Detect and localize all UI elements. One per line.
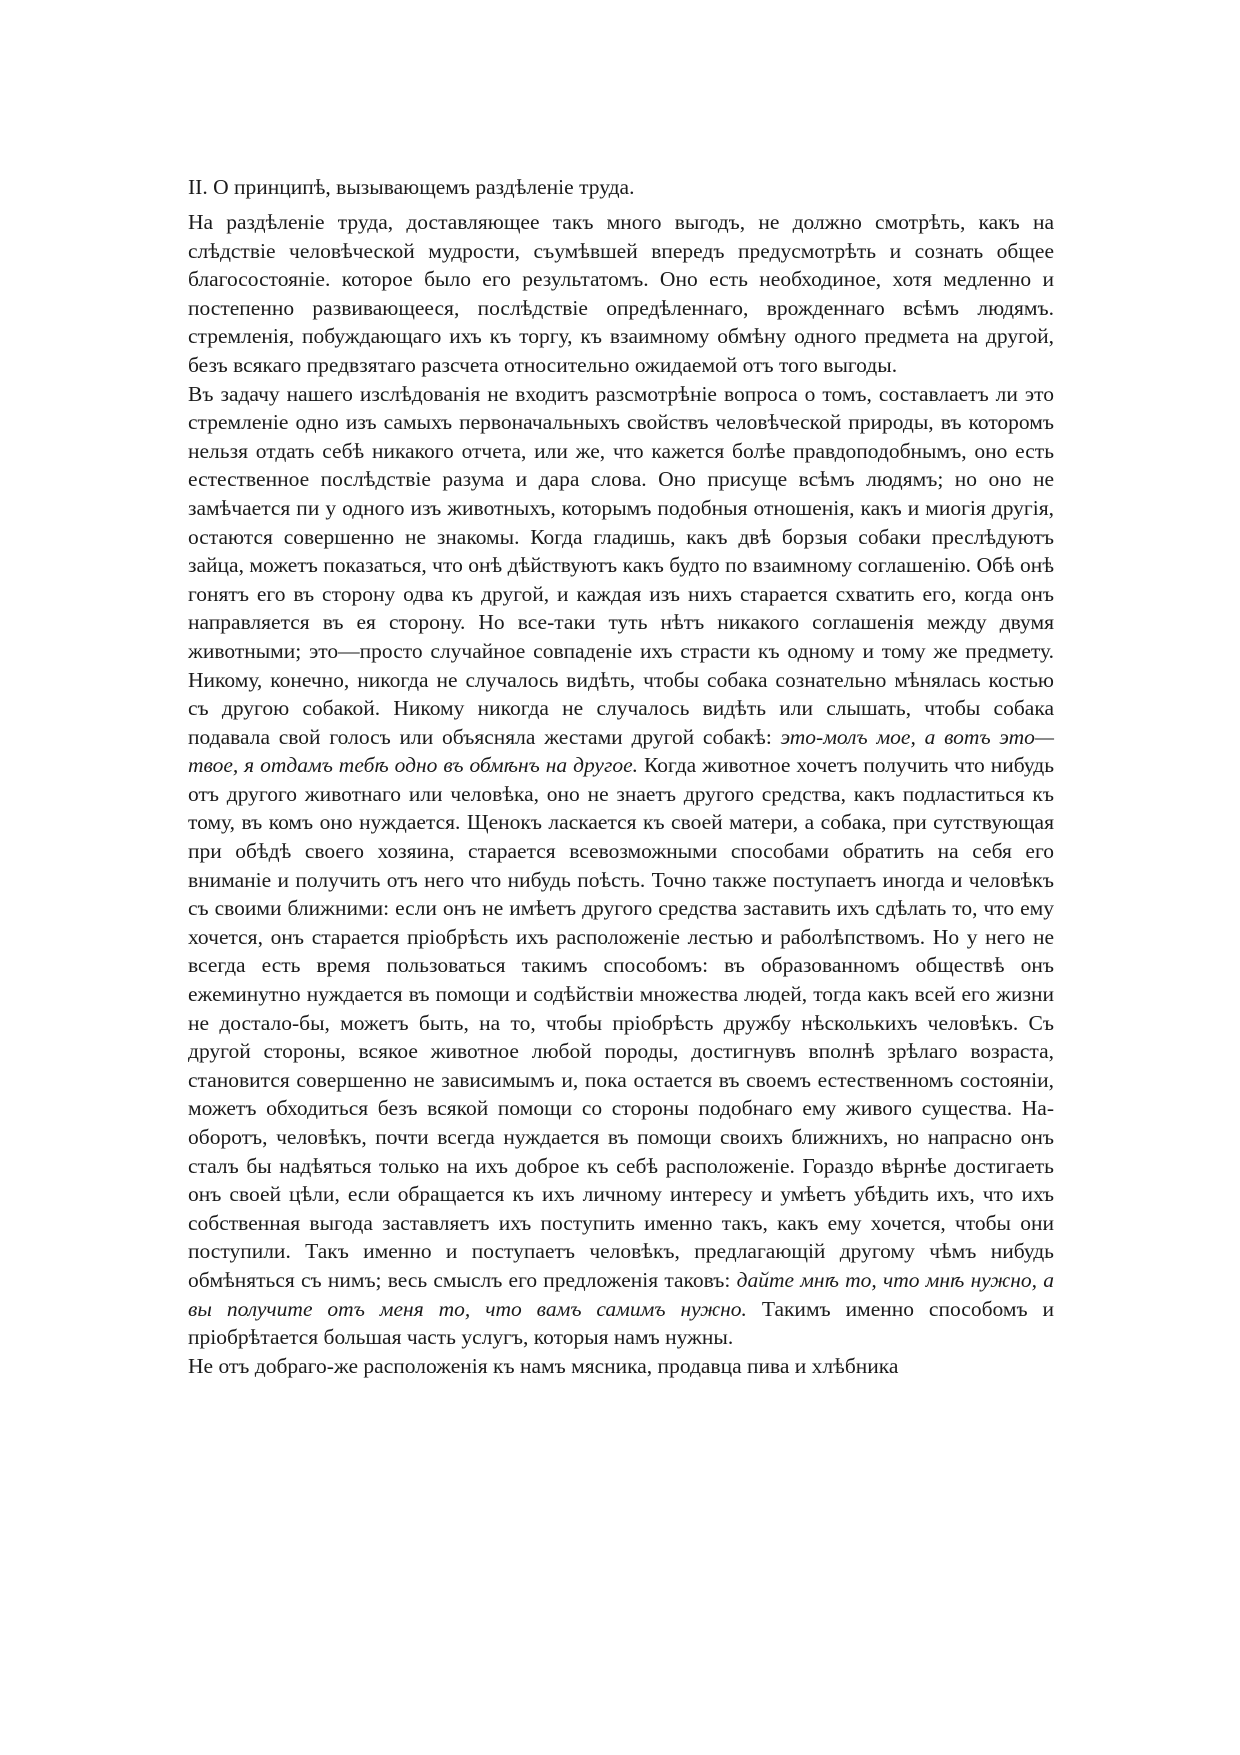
section-heading: II. О принципѣ, вызывающемъ раздѣленіе труда. <box>188 175 635 199</box>
paragraph-text: Такимъ именно способомъ и пріобрѣтается большая часть услугъ, которыя намъ нужны. <box>188 1296 1055 1350</box>
italic-quote: это-молъ мое, а вотъ это—твое, я отдамъ тебѣ одно въ обмѣнъ на другое. <box>188 724 1054 778</box>
paragraph-3 <box>188 1352 1054 1381</box>
paragraph-text: Когда животное хочетъ получить что нибудь отъ другого животнаго или человѣка, оно не знаетъ другого средства, какъ подластиться къ тому, въ комъ оно нуждается. Щенокъ ласкается къ своей матери, а собака, при сутствующая при обѣдѣ своего хозяина, старается всевозможными способами обратить на себя его вниманіе и получить отъ него что нибудь поѣсть. Точно также поступаетъ иногда и человѣкъ съ своими ближними: если онъ не имѣетъ другого средства заставить ихъ сдѣлать то, что ему хочется, онъ старается пріобрѣсть ихъ расположеніе лестью и раболѣпствомъ. Но у него не всегда есть время пользоваться такимъ способомъ: въ образованномъ обществѣ онъ ежеминутно нуждается въ помощи и содѣйствіи множества людей, тогда какъ всей его жизни не достало-бы, можетъ быть, на то, чтобы пріобрѣсть дружбу нѣсколькихъ человѣкъ. Съ другой стороны, всякое животное любой породы, достигнувъ вполнѣ зрѣлаго возраста, становится совершенно не зависимымъ и, пока остается въ своемъ естественномъ состояніи, можетъ обходиться безъ всякой помощи со стороны подобнаго ему живого существа. На-оборотъ, человѣкъ, почти всегда нуждается въ помощи своихъ ближнихъ, но напрасно онъ сталъ бы надѣяться только на ихъ доброе къ себѣ расположеніе. Гораздо вѣрнѣе достигаеть онъ своей цѣли, если обращается къ ихъ личному интересу и умѣетъ убѣдить ихъ, что ихъ собственная выгода заставляетъ ихъ поступить именно такъ, какъ ему хочется, чтобы они поступили. Такъ именно и поступаетъ человѣкъ, предлагающій другому чѣмъ нибудь обмѣняться съ нимъ; весь смыслъ его предложенія таковъ: <box>188 753 1054 1292</box>
document-page <box>188 172 1054 1380</box>
paragraph-2 <box>188 380 1054 1352</box>
paragraph-1 <box>188 208 1054 380</box>
italic-quote: дайте мнѣ то, что мнѣ нужно, а вы получите отъ меня то, что вамъ самимъ нужно. <box>188 1267 1054 1321</box>
paragraph-text: Въ задачу нашего изслѣдованія не входитъ разсмотрѣніе вопроса о томъ, составлаетъ ли это стремленіе одно изъ самыхъ первоначальныхъ свойствъ человѣческой природы, въ которомъ нельзя отдать себѣ никакого отчета, или же, что кажется болѣе правдоподобнымъ, оно есть естественное послѣдствіе разума и дара слова. Оно присуще всѣмъ людямъ; но оно не замѣчается пи у одного изъ животныхъ, которымъ подобныя отношенія, какъ и миогія другія, остаются совершенно не знакомы. Когда гладишь, какъ двѣ борзыя собаки преслѣдуютъ зайца, можетъ показаться, что онѣ дѣйствуютъ какъ будто по взаимному соглашенію. Обѣ онѣ гонятъ его въ сторону одва къ другой, и каждая изъ нихъ старается схватить его, когда онъ направляется въ ея сторону. Но все-таки туть нѣтъ никакого соглашенія между двумя животными; это—просто случайное совпаденіе ихъ страсти къ одному и тому же предмету. Никому, конечно, никогда не случалось видѣть, чтобы собака сознательно мѣнялась костью съ другою собакой. Никому никогда не случалось видѣть или слышать, чтобы собака подавала свой голосъ или объясняла жестами другой собакѣ: <box>188 381 1054 749</box>
paragraph-text: Не отъ добраго-же расположенія къ намъ мясника, продавца пива и хлѣбника <box>188 1353 899 1378</box>
paragraph-text: На раздѣленіе труда, доставляющее такъ много выгодъ, не должно смотрѣть, какъ на слѣдствіе человѣческой мудрости, съумѣвшей впередъ предусмотрѣть и сознать общее благосостояніе. которое было его результатомъ. Оно есть необходиное, хотя медленно и постепенно развивающееся, послѣдствіе опредѣленнаго, врожденнаго всѣмъ людямъ. стремленія, побуждающаго ихъ къ торгу, къ взаимному обмѣну одного предмета на другой, безъ всякаго предвзятаго разсчета относительно ожидаемой отъ того выгоды. <box>188 210 1054 377</box>
